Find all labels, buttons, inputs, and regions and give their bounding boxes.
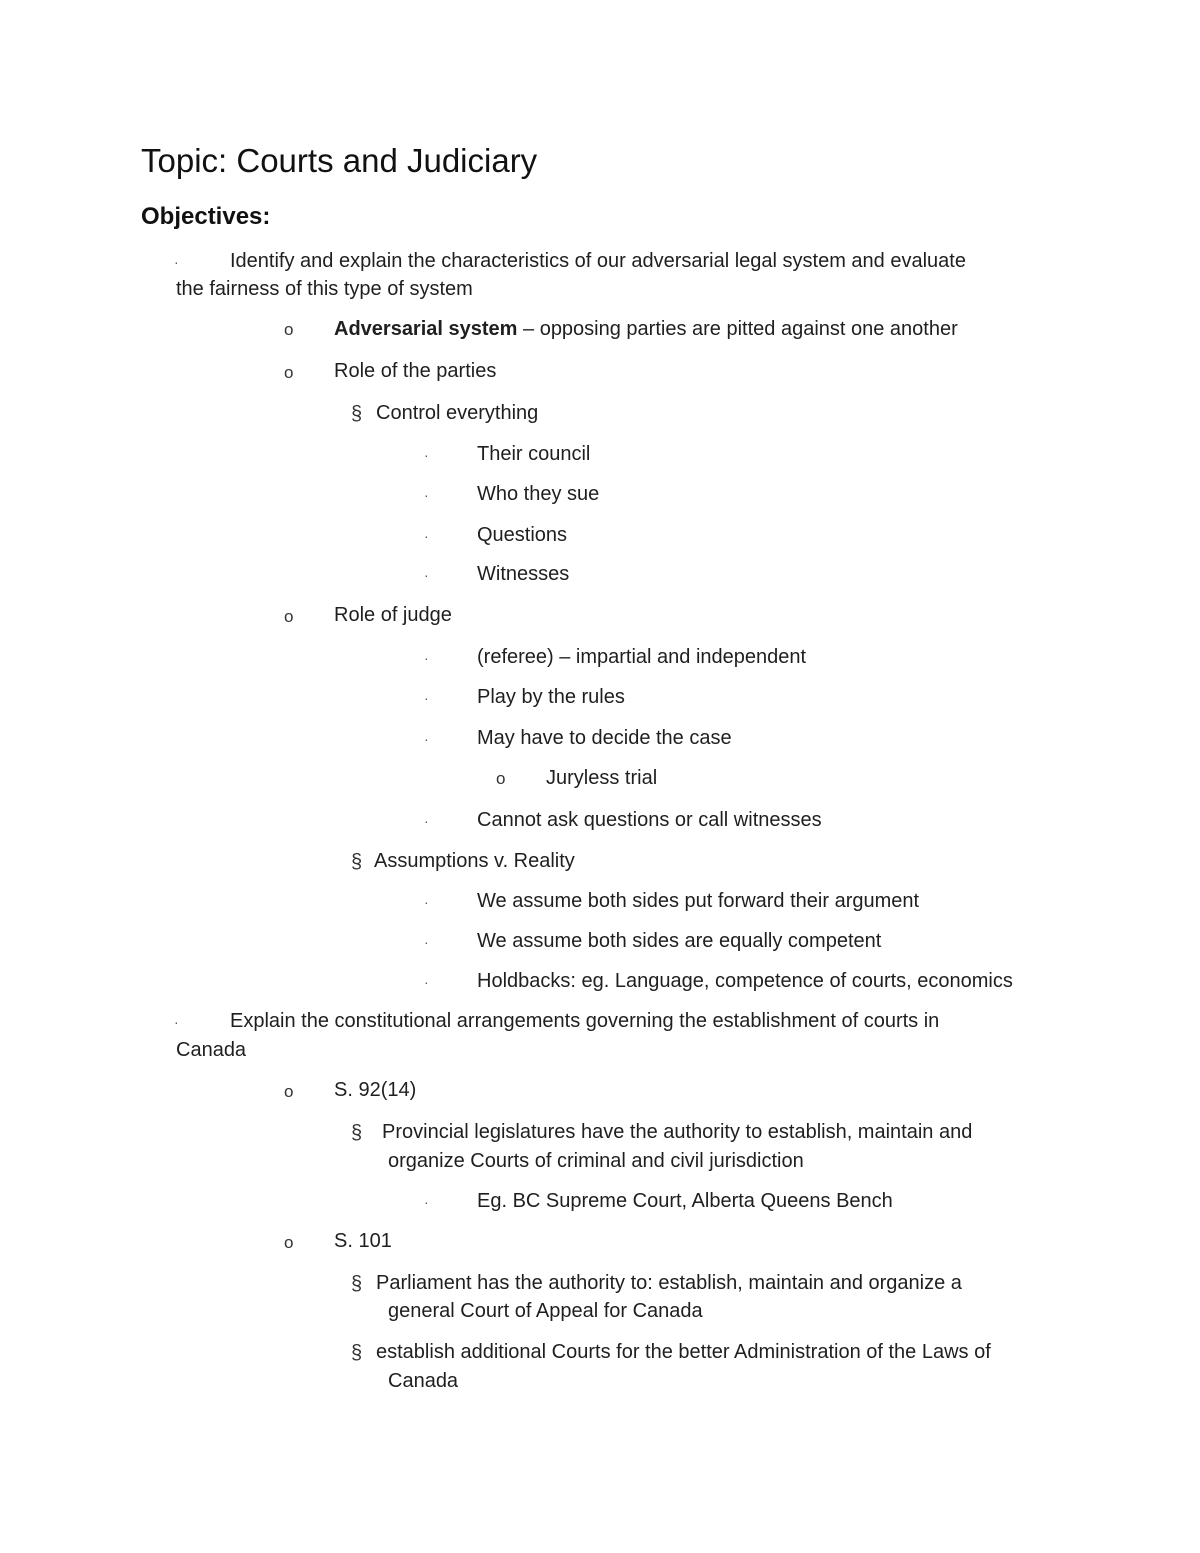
bullet-dot: · bbox=[424, 690, 429, 706]
bullet-dot: · bbox=[424, 731, 429, 747]
bullet-dot: · bbox=[424, 974, 429, 990]
s101-point-2-line-1: establish additional Courts for the better Administration of the Laws of bbox=[376, 1341, 991, 1363]
role-judge-label: Role of judge bbox=[334, 604, 452, 626]
adversarial-system-item bbox=[334, 315, 958, 343]
adversarial-definition: – opposing parties are pitted against one another bbox=[517, 318, 958, 340]
judge-item: Cannot ask questions or call witnesses bbox=[477, 809, 822, 831]
bullet-dot: · bbox=[424, 528, 429, 544]
bullet-circle: o bbox=[284, 363, 294, 382]
assumption-item: Holdbacks: eg. Language, competence of courts, economics bbox=[477, 970, 1013, 992]
bullet-dot: · bbox=[424, 934, 429, 950]
party-item: Questions bbox=[477, 524, 568, 546]
bullet-dot: · bbox=[424, 894, 429, 910]
objective-1-line-2: the fairness of this type of system bbox=[176, 278, 473, 300]
assumptions-label: Assumptions v. Reality bbox=[374, 850, 575, 872]
role-parties-label: Role of the parties bbox=[334, 360, 497, 382]
objectives-heading: Objectives: bbox=[141, 203, 271, 230]
party-item: Who they sue bbox=[477, 483, 600, 505]
bullet-section: § bbox=[351, 851, 363, 873]
s92-label: S. 92(14) bbox=[334, 1079, 417, 1101]
s101-label: S. 101 bbox=[334, 1230, 392, 1252]
judge-item: (referee) – impartial and independent bbox=[477, 646, 807, 668]
bullet-dot: · bbox=[174, 1014, 179, 1030]
s101-point-2-line-2: Canada bbox=[388, 1370, 459, 1392]
bullet-dot: · bbox=[424, 650, 429, 666]
party-item: Their council bbox=[477, 443, 591, 465]
s92-point-line-1: Provincial legislatures have the authority to establish, maintain and bbox=[382, 1121, 973, 1143]
bullet-circle: o bbox=[284, 1082, 294, 1101]
s101-point-1-line-1: Parliament has the authority to: establish, maintain and organize a bbox=[376, 1272, 962, 1294]
bullet-section: § bbox=[351, 1273, 363, 1295]
bullet-dot: · bbox=[424, 813, 429, 829]
bullet-circle: o bbox=[284, 1233, 294, 1252]
s101-point-1-line-2: general Court of Appeal for Canada bbox=[388, 1300, 703, 1322]
bullet-dot: · bbox=[424, 487, 429, 503]
bullet-dot: · bbox=[424, 567, 429, 583]
bullet-circle: o bbox=[284, 607, 294, 626]
bullet-dot: · bbox=[424, 447, 429, 463]
bullet-dot: · bbox=[174, 254, 179, 270]
objective-2-line-2: Canada bbox=[176, 1039, 247, 1061]
assumption-item: We assume both sides put forward their argument bbox=[477, 890, 920, 912]
assumption-item: We assume both sides are equally competent bbox=[477, 930, 882, 952]
bullet-section: § bbox=[351, 1122, 363, 1144]
page-title: Topic: Courts and Judiciary bbox=[141, 142, 538, 179]
adversarial-term: Adversarial system bbox=[334, 318, 518, 340]
bullet-dot: · bbox=[424, 1194, 429, 1210]
s92-example: Eg. BC Supreme Court, Alberta Queens Bench bbox=[477, 1190, 893, 1212]
bullet-circle: o bbox=[284, 320, 294, 339]
juryless-trial: Juryless trial bbox=[546, 767, 658, 789]
bullet-section: § bbox=[351, 1342, 363, 1364]
objective-2-line-1: Explain the constitutional arrangements governing the establishment of courts in bbox=[230, 1010, 940, 1032]
judge-item: May have to decide the case bbox=[477, 727, 732, 749]
judge-item: Play by the rules bbox=[477, 686, 625, 708]
bullet-section: § bbox=[351, 403, 363, 425]
party-item: Witnesses bbox=[477, 563, 570, 585]
objective-1-line-1: Identify and explain the characteristics of our adversarial legal system and evaluate bbox=[230, 250, 966, 272]
bullet-circle: o bbox=[496, 769, 506, 788]
control-everything: Control everything bbox=[376, 402, 539, 424]
s92-point-line-2: organize Courts of criminal and civil jurisdiction bbox=[388, 1150, 804, 1172]
